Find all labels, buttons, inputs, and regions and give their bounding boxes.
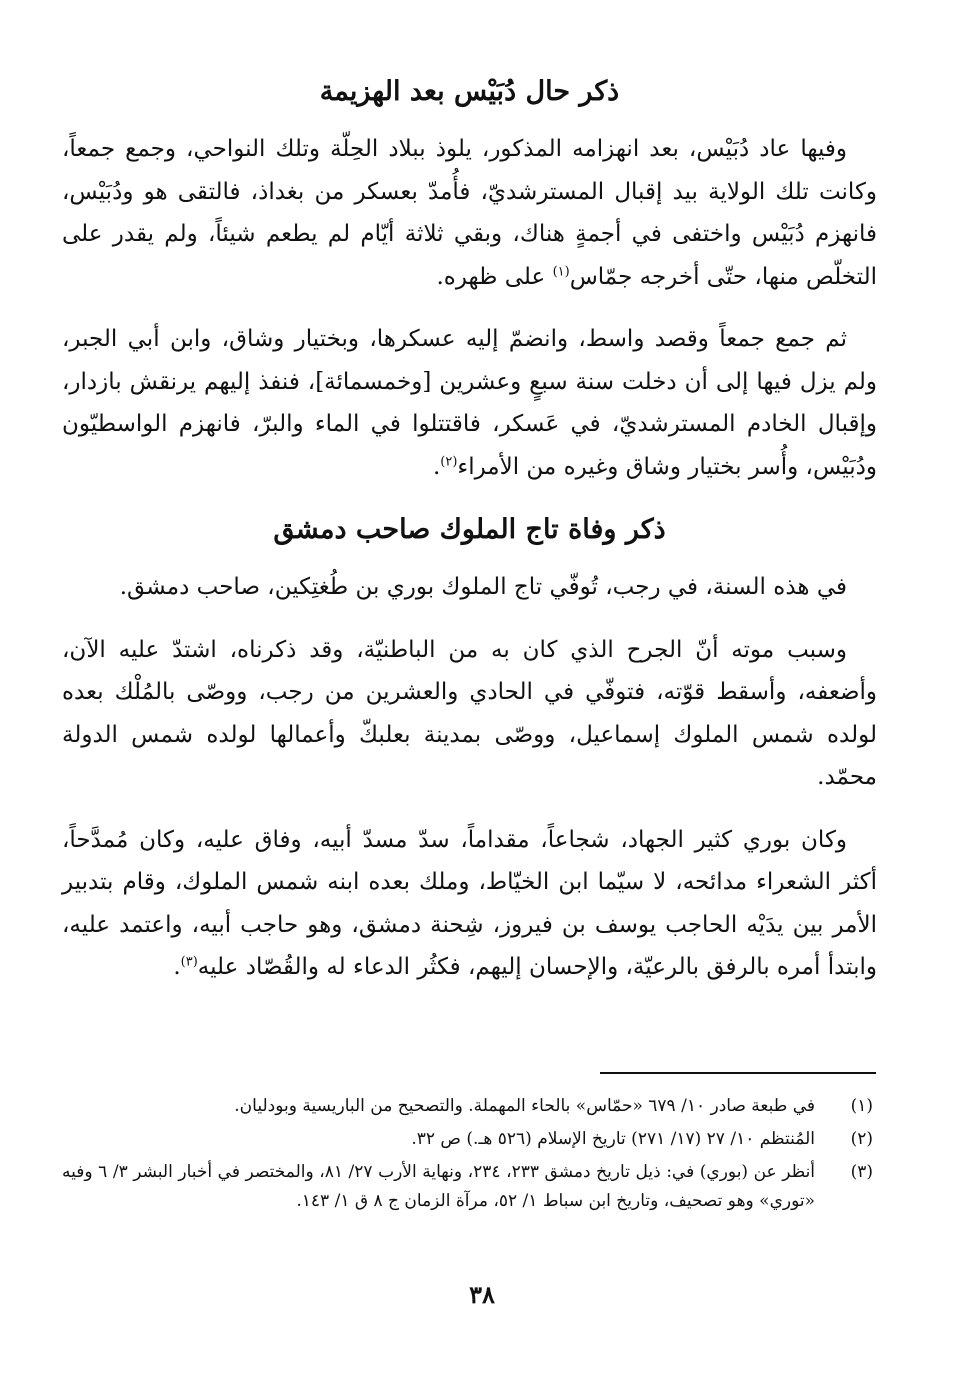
- footnote-number: (٢): [850, 1129, 873, 1149]
- footnote-divider: [600, 1072, 876, 1074]
- paragraph-dubays-2: [62, 318, 877, 488]
- paragraph-text: ثم جمع جمعاً وقصد واسط، وانضمّ إليه عسكرها، وبختيار وشاق، وابن أبي الجبر، ولم يزل فيها إلى أن دخلت سنة سبعٍ وعشرين [وخمسمائة]، فنفذ إليهم يرنقش بازدار، وإقبال الخادم المسترشديّ، في عَسكر، فاقتتلوا في الماء والبرّ، فانهزم الواسطيّون ودُبَيْس، وأُسر بختيار وشاق وغيره من الأمراء: [62, 326, 877, 480]
- footnote-1: [62, 1092, 877, 1121]
- paragraph-taj-3: [62, 819, 877, 989]
- paragraph-text-end: .: [173, 954, 181, 980]
- footnote-ref-1[interactable]: (١): [552, 263, 570, 279]
- section-heading-taj-al-muluk: ذكر وفاة تاج الملوك صاحب دمشق: [273, 514, 666, 545]
- footnotes: [62, 1092, 877, 1220]
- footnote-number: (١): [850, 1096, 873, 1116]
- footnote-2: [62, 1125, 877, 1154]
- paragraph-text: وفيها عاد دُبَيْس، بعد انهزامه المذكور، يلوذ ببلاد الحِلّة وتلك النواحي، وجمع جمعاً، وكانت تلك الولاية بيد إقبال المسترشديّ، فأُمدّ بعسكر من بغداذ، فالتقى هو ودُبَيْس، فانهزم دُبَيْس واختفى في أجمةٍ هناك، وبقي ثلاثة أيّام لم يطعم شيئاً، ولم يقدر على التخلّص منها، حتّى أخرجه جمّاس: [62, 136, 877, 290]
- footnote-3: [62, 1158, 877, 1216]
- paragraph-text-end: .: [432, 453, 441, 480]
- footnote-text: المُنتظم ١٠/ ٢٧ (١٧/ ٢٧١) تاريخ الإسلام (٥٢٦ هـ.) ص ٣٢.: [411, 1129, 815, 1149]
- paragraph-text-end: على ظهره.: [436, 263, 553, 290]
- section-heading-dubays: ذكر حال دُبَيْس بعد الهزيمة: [319, 76, 620, 107]
- footnote-number: (٣): [850, 1162, 873, 1182]
- paragraph-taj-1: في هذه السنة، في رجب، تُوفّي تاج الملوك بوري بن طُغتِكين، صاحب دمشق.: [119, 574, 847, 600]
- page-body: [62, 70, 877, 1009]
- paragraph-dubays-1: [62, 128, 877, 298]
- footnote-text: أنظر عن (بوري) في: ذيل تاريخ دمشق ٢٣٣، ٢٣٤، ونهاية الأرب ٢٧/ ٨١، والمختصر في أخبار البشر ٣/ ٦ وفيه «توري» وهو تصحيف، وتاريخ ابن سباط ١/ ٥٢، مرآة الزمان ج ٨ ق ١/ ١٤٣.: [62, 1162, 816, 1211]
- footnote-text: في طبعة صادر ١٠/ ٦٧٩ «حمّاس» بالحاء المهملة. والتصحيح من الباريسية وبودليان.: [234, 1096, 815, 1116]
- paragraph-text: وكان بوري كثير الجهاد، شجاعاً، مقداماً، سدّ مسدّ أبيه، وفاق عليه، وكان مُمدَّحاً، أكثر الشعراء مدائحه، لا سيّما ابن الخيّاط، وملك بعده ابنه شمس الملوك، وقام بتدبير الأمر بين يدَيْه الحاجب يوسف بن فيروز، شِحنة دمشق، وهو حاجب أبيه، واعتمد عليه، وابتدأ أمره بالرفق بالرعيّة، والإحسان إليهم، فكثُر الدعاء له والقُصّاد عليه: [62, 826, 877, 980]
- paragraph-taj-2: وسبب موته أنّ الجرح الذي كان به من الباطنيّة، وقد ذكرناه، اشتدّ عليه الآن، وأضعفه، وأسقط قوّته، فتوفّي في الحادي والعشرين من رجب، ووصّى بالمُلْك بعده لولده شمس الملوك إسماعيل، ووصّى بمدينة بعلبكّ وأعمالها لولده شمس الدولة محمّد.: [62, 636, 877, 790]
- page-number: ٣٨: [469, 1280, 495, 1309]
- footnote-ref-3[interactable]: (٣): [180, 954, 198, 970]
- footnote-ref-2[interactable]: (٢): [440, 453, 458, 469]
